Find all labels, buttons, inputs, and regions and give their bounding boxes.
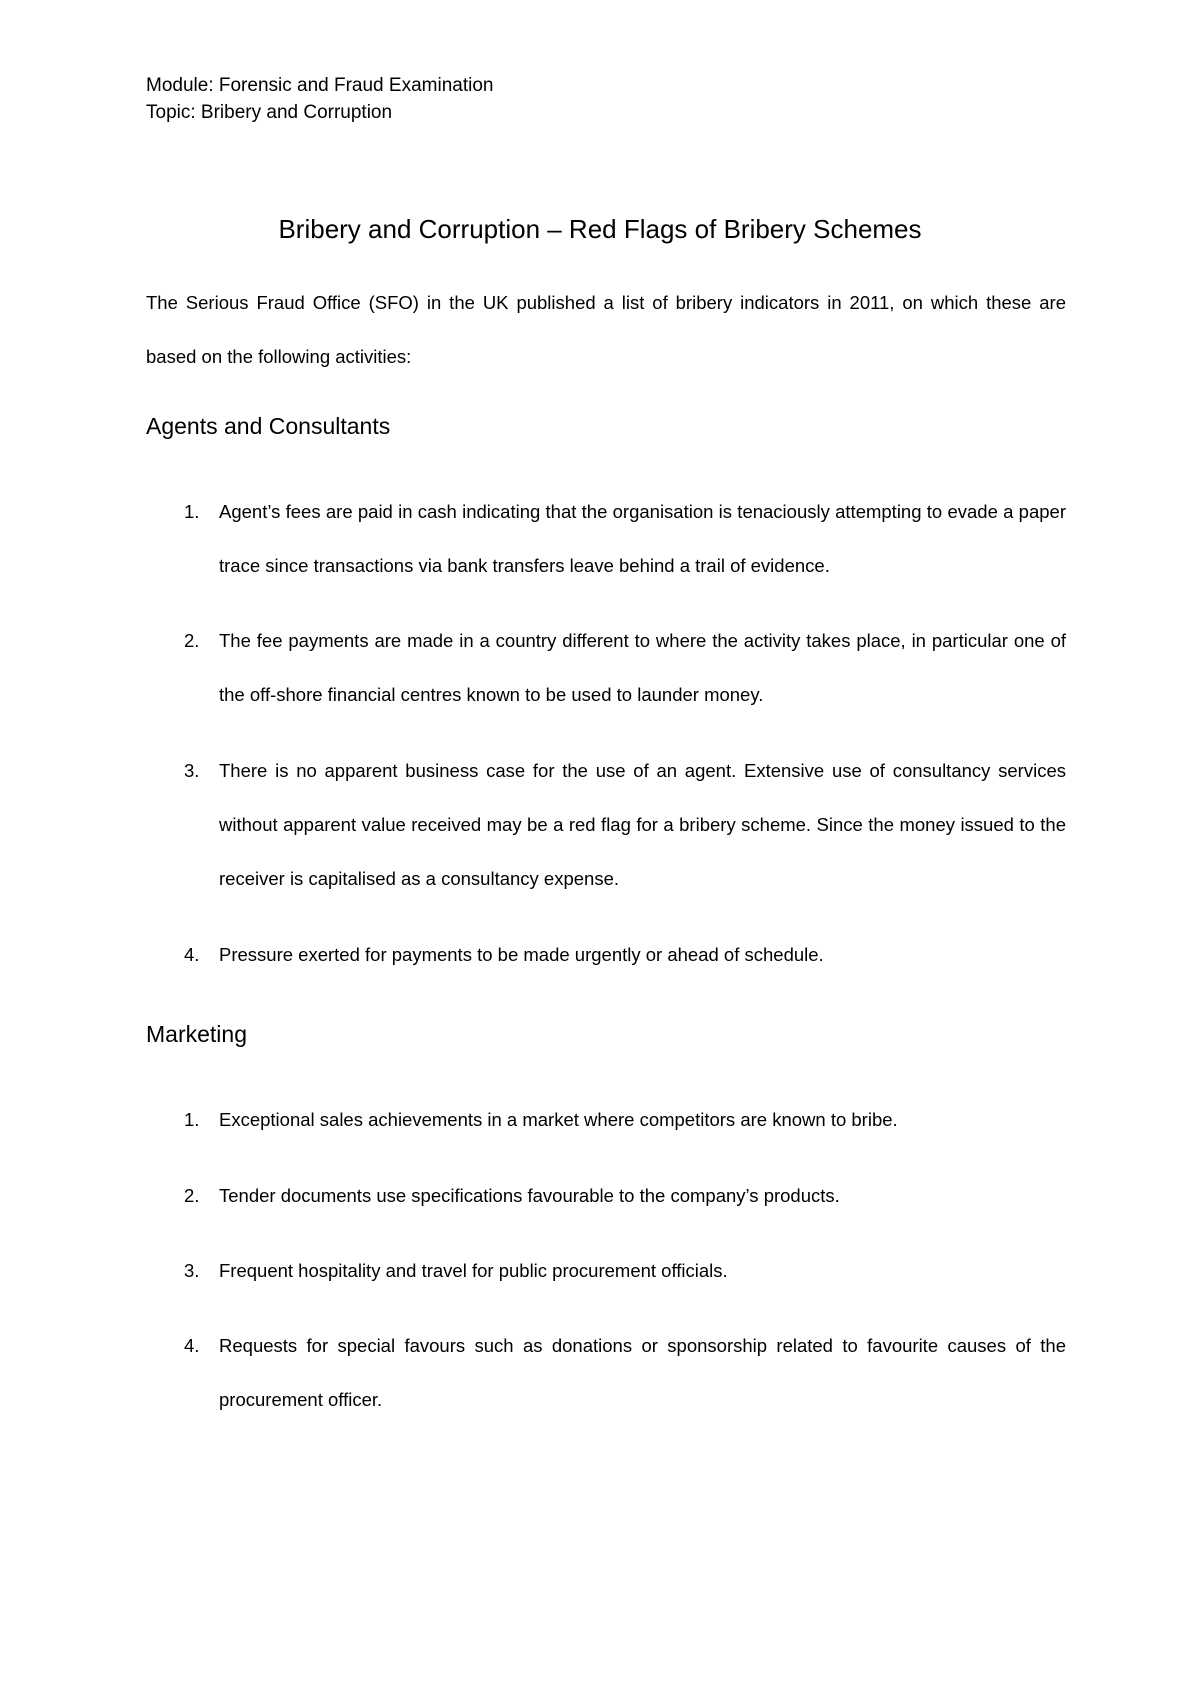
intro-paragraph: The Serious Fraud Office (SFO) in the UK published a list of bribery indicators in 2011, on which these are based on the following activities: bbox=[146, 292, 1066, 367]
section-heading-marketing: Marketing bbox=[146, 1021, 247, 1047]
list-item-text: Exceptional sales achievements in a market where competitors are known to bribe. bbox=[219, 1109, 898, 1130]
section-heading-agents-consultants: Agents and Consultants bbox=[146, 413, 391, 439]
list-item bbox=[146, 744, 1066, 906]
list-item-text: There is no apparent business case for the use of an agent. Extensive use of consultancy services without apparent value received may be a red flag for a bribery scheme. Since the money issued to the receiver is capitalised as a consultancy expense. bbox=[219, 760, 1066, 889]
list-item-text: Tender documents use specifications favourable to the company’s products. bbox=[219, 1185, 840, 1206]
list-item-number: 4. bbox=[184, 944, 200, 965]
list-item-text: Frequent hospitality and travel for public procurement officials. bbox=[219, 1260, 728, 1281]
list-item-text: The fee payments are made in a country different to where the activity takes place, in particular one of the off-shore financial centres known to be used to launder money. bbox=[219, 630, 1066, 705]
list-item-text: Agent’s fees are paid in cash indicating that the organisation is tenaciously attempting to evade a paper trace since transactions via bank transfers leave behind a trail of evidence. bbox=[219, 501, 1066, 576]
list-item bbox=[146, 928, 1066, 982]
list-item-number: 3. bbox=[184, 1260, 200, 1281]
list-item-number: 2. bbox=[184, 630, 200, 651]
module-line: Module: Forensic and Fraud Examination bbox=[146, 75, 494, 96]
list-item-number: 3. bbox=[184, 760, 200, 781]
list-item-text: Requests for special favours such as donations or sponsorship related to favourite causes of the procurement officer. bbox=[219, 1335, 1066, 1410]
list-item bbox=[146, 1093, 1066, 1147]
list-item bbox=[146, 1244, 1066, 1298]
list-item-number: 2. bbox=[184, 1185, 200, 1206]
list-item-text: Pressure exerted for payments to be made urgently or ahead of schedule. bbox=[219, 944, 824, 965]
list-item-number: 1. bbox=[184, 501, 200, 522]
list-item-number: 4. bbox=[184, 1335, 200, 1356]
document-title: Bribery and Corruption – Red Flags of Bribery Schemes bbox=[278, 214, 922, 244]
list-item bbox=[146, 1169, 1066, 1223]
list-item bbox=[146, 1319, 1066, 1427]
topic-line: Topic: Bribery and Corruption bbox=[146, 102, 393, 123]
list-item-number: 1. bbox=[184, 1109, 200, 1130]
list-item bbox=[146, 485, 1066, 593]
list-item bbox=[146, 614, 1066, 722]
document-header bbox=[146, 72, 493, 126]
